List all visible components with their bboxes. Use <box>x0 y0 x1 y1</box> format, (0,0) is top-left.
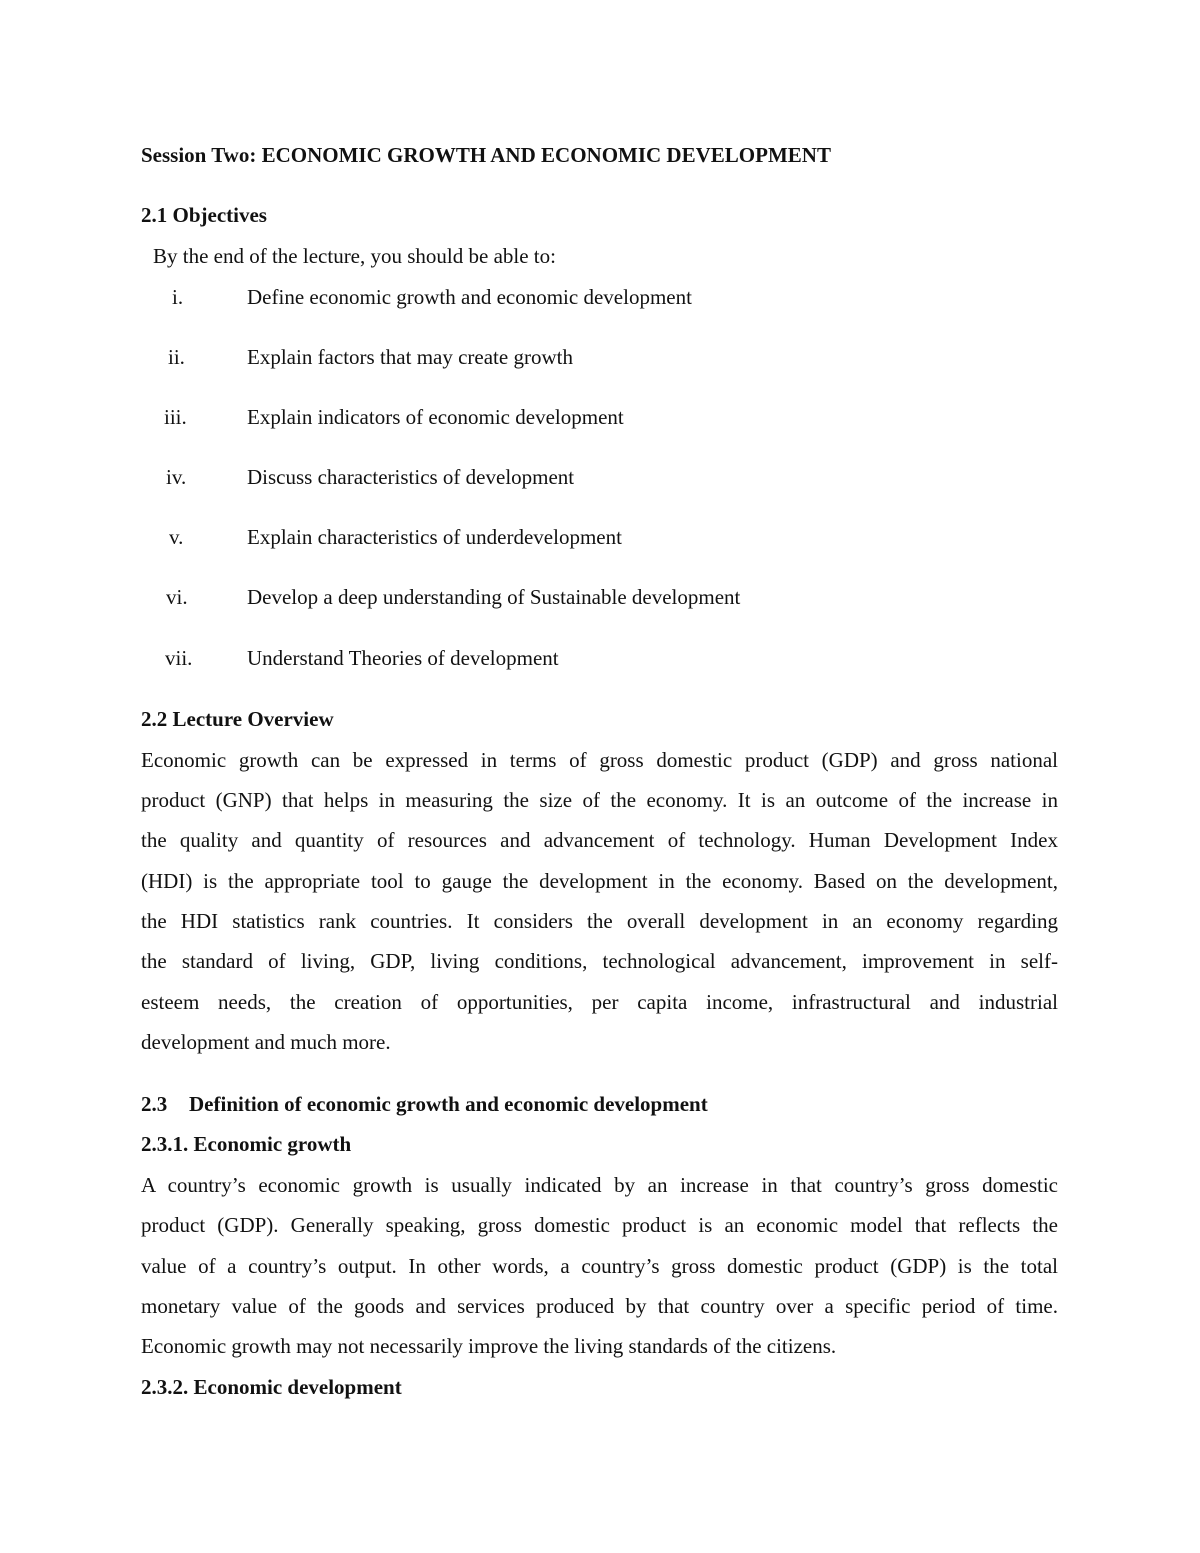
session-title: Session Two: ECONOMIC GROWTH AND ECONOMIC DEVELOPMENT <box>141 143 831 167</box>
list-item-text: Develop a deep understanding of Sustainable development <box>247 585 741 609</box>
list-item-number: iii. <box>164 405 187 429</box>
paragraph-line: the standard of living, GDP, living conditions, technological advancement, improvement in self- <box>141 949 1058 973</box>
paragraph-line: value of a country’s output. In other words, a country’s gross domestic product (GDP) is the total <box>141 1254 1058 1278</box>
paragraph-line: the quality and quantity of resources and advancement of technology. Human Development Index <box>141 828 1058 852</box>
list-item-text: Explain indicators of economic development <box>247 405 624 429</box>
list-item-text: Discuss characteristics of development <box>247 465 575 489</box>
paragraph-line: development and much more. <box>141 1030 391 1054</box>
list-item-number: iv. <box>166 465 187 489</box>
objectives-heading: 2.1 Objectives <box>141 203 267 227</box>
paragraph-line: (HDI) is the appropriate tool to gauge the development in the economy. Based on the development, <box>141 869 1058 893</box>
growth-heading: 2.3.1. Economic growth <box>141 1132 352 1156</box>
paragraph-line: Economic growth may not necessarily improve the living standards of the citizens. <box>141 1334 837 1358</box>
paragraph-line: product (GNP) that helps in measuring the size of the economy. It is an outcome of the increase in <box>141 788 1058 812</box>
list-item-text: Explain factors that may create growth <box>247 345 573 369</box>
list-item-number: v. <box>169 525 184 549</box>
section-heading-text: Definition of economic growth and economic development <box>189 1092 708 1116</box>
definition-heading <box>141 1091 708 1117</box>
paragraph-line: A country’s economic growth is usually indicated by an increase in that country’s gross domestic <box>141 1173 1058 1197</box>
list-item-number: vi. <box>166 585 188 609</box>
paragraph-line: monetary value of the goods and services produced by that country over a specific period of time. <box>141 1294 1058 1318</box>
list-item-number: ii. <box>168 345 185 369</box>
paragraph-line: the HDI statistics rank countries. It considers the overall development in an economy regarding <box>141 909 1058 933</box>
paragraph-line: Economic growth can be expressed in terms of gross domestic product (GDP) and gross national <box>141 748 1058 772</box>
list-item-text: Define economic growth and economic development <box>247 285 692 309</box>
paragraph-line: esteem needs, the creation of opportunities, per capita income, infrastructural and industrial <box>141 990 1058 1014</box>
section-number: 2.3 <box>141 1092 168 1116</box>
objectives-intro: By the end of the lecture, you should be able to: <box>153 244 556 268</box>
list-item-number: vii. <box>165 646 193 670</box>
list-item-text: Understand Theories of development <box>247 646 559 670</box>
list-item-text: Explain characteristics of underdevelopment <box>247 525 622 549</box>
overview-heading: 2.2 Lecture Overview <box>141 707 334 731</box>
list-item-number: i. <box>172 285 184 309</box>
development-heading: 2.3.2. Economic development <box>141 1375 402 1399</box>
paragraph-line: product (GDP). Generally speaking, gross domestic product is an economic model that reflects the <box>141 1213 1058 1237</box>
